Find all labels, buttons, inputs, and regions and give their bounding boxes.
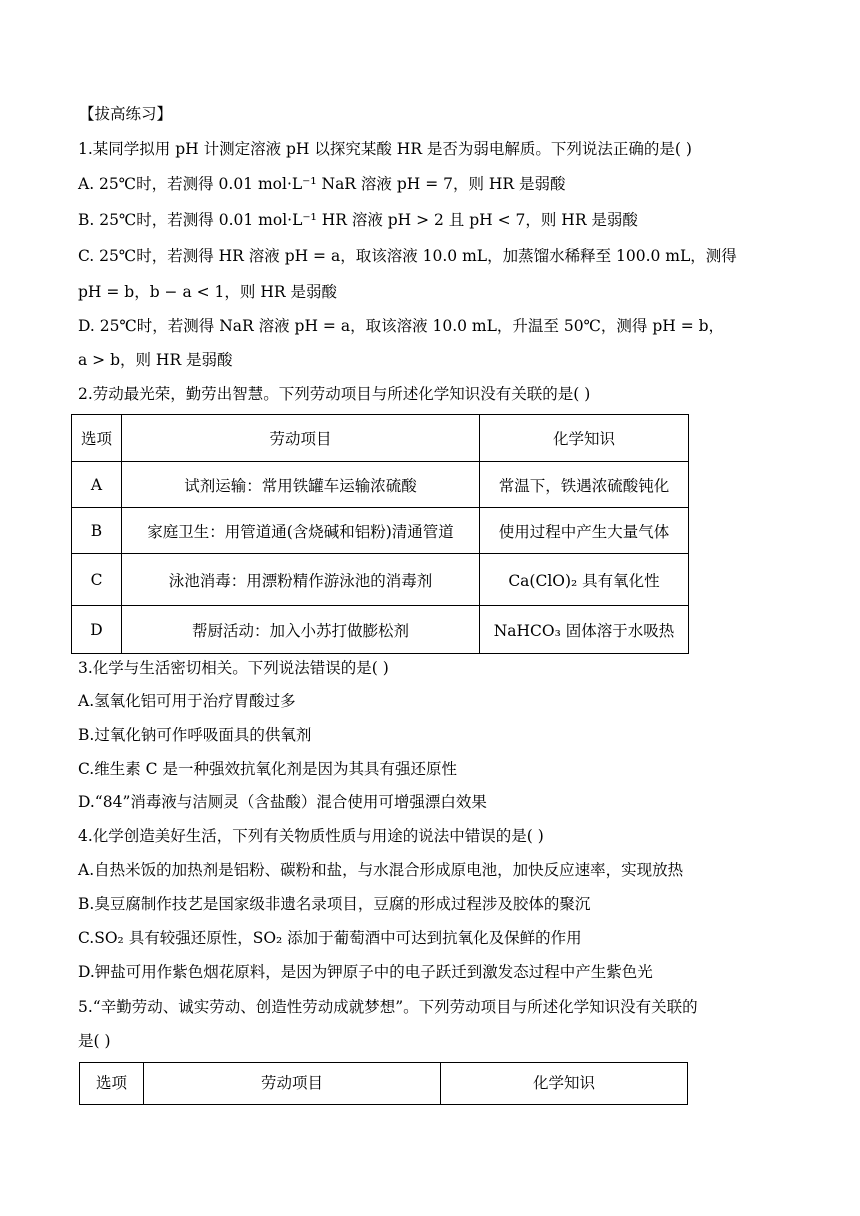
header-chem-knowledge: 化学知识 (441, 1063, 688, 1105)
q1-option-d-line1: D. 25℃时，若测得 NaR 溶液 pH = a，取该溶液 10.0 mL，升温至 50℃，测得 pH = b， (78, 317, 725, 335)
header-chem-knowledge: 化学知识 (480, 415, 689, 462)
q5-table (79, 1062, 688, 1105)
header-option: 选项 (80, 1063, 144, 1105)
q3-option-b: B.过氧化钠可作呼吸面具的供氧剂 (78, 726, 312, 744)
table-header-row (72, 415, 689, 462)
header-option: 选项 (72, 415, 122, 462)
q3-option-a: A.氢氧化铝可用于治疗胃酸过多 (78, 692, 296, 710)
row-option: C (72, 554, 122, 606)
q1-option-a: A. 25℃时，若测得 0.01 mol·L⁻¹ NaR 溶液 pH = 7，则 HR 是弱酸 (78, 175, 566, 193)
q4-stem: 4.化学创造美好生活，下列有关物质性质与用途的说法中错误的是( ) (78, 827, 544, 845)
table-row (72, 508, 689, 554)
table-row (72, 606, 689, 654)
q5-stem-line1: 5.“辛勤劳动、诚实劳动、创造性劳动成就梦想”。下列劳动项目与所述化学知识没有关联的 (78, 998, 698, 1016)
q3-stem: 3.化学与生活密切相关。下列说法错误的是( ) (78, 659, 389, 677)
table-row (72, 554, 689, 606)
row-chem-knowledge: Ca(ClO)₂ 具有氧化性 (480, 554, 689, 606)
q3-option-d: D.“84”消毒液与洁厕灵（含盐酸）混合使用可增强漂白效果 (78, 793, 487, 811)
row-option: D (72, 606, 122, 654)
q1-option-c-line1: C. 25℃时，若测得 HR 溶液 pH = a，取该溶液 10.0 mL，加蒸馏水稀释至 100.0 mL，测得 (78, 247, 737, 265)
row-option: B (72, 508, 122, 554)
q4-option-d: D.钾盐可用作紫色烟花原料，是因为钾原子中的电子跃迁到激发态过程中产生紫色光 (78, 963, 653, 981)
q3-option-c: C.维生素 C 是一种强效抗氧化剂是因为其具有强还原性 (78, 760, 457, 778)
table-header-row (80, 1063, 688, 1105)
q1-stem: 1.某同学拟用 pH 计测定溶液 pH 以探究某酸 HR 是否为弱电解质。下列说法正确的是( ) (78, 140, 692, 158)
header-labor-item: 劳动项目 (144, 1063, 441, 1105)
q5-stem-line2: 是( ) (78, 1032, 111, 1050)
row-chem-knowledge: NaHCO₃ 固体溶于水吸热 (480, 606, 689, 654)
row-chem-knowledge: 使用过程中产生大量气体 (480, 508, 689, 554)
row-labor-item: 泳池消毒：用漂粉精作游泳池的消毒剂 (122, 554, 480, 606)
q4-option-b: B.臭豆腐制作技艺是国家级非遗名录项目，豆腐的形成过程涉及胶体的聚沉 (78, 895, 591, 913)
q4-option-a: A.自热米饭的加热剂是铝粉、碳粉和盐，与水混合形成原电池，加快反应速率，实现放热 (78, 861, 684, 879)
header-labor-item: 劳动项目 (122, 415, 480, 462)
section-title: 【拔高练习】 (79, 105, 173, 123)
row-option: A (72, 462, 122, 508)
row-labor-item: 家庭卫生：用管道通(含烧碱和铝粉)清通管道 (122, 508, 480, 554)
row-labor-item: 试剂运输：常用铁罐车运输浓硫酸 (122, 462, 480, 508)
q1-option-d-line2: a > b，则 HR 是弱酸 (78, 351, 233, 369)
row-labor-item: 帮厨活动：加入小苏打做膨松剂 (122, 606, 480, 654)
q4-option-c: C.SO₂ 具有较强还原性，SO₂ 添加于葡萄酒中可达到抗氧化及保鲜的作用 (78, 929, 582, 947)
q2-table (71, 414, 689, 654)
q2-stem: 2.劳动最光荣，勤劳出智慧。下列劳动项目与所述化学知识没有关联的是( ) (78, 385, 591, 403)
q1-option-c-line2: pH = b，b − a < 1，则 HR 是弱酸 (78, 283, 337, 301)
table-row (72, 462, 689, 508)
row-chem-knowledge: 常温下，铁遇浓硫酸钝化 (480, 462, 689, 508)
q1-option-b: B. 25℃时，若测得 0.01 mol·L⁻¹ HR 溶液 pH > 2 且 pH < 7，则 HR 是弱酸 (78, 211, 638, 229)
